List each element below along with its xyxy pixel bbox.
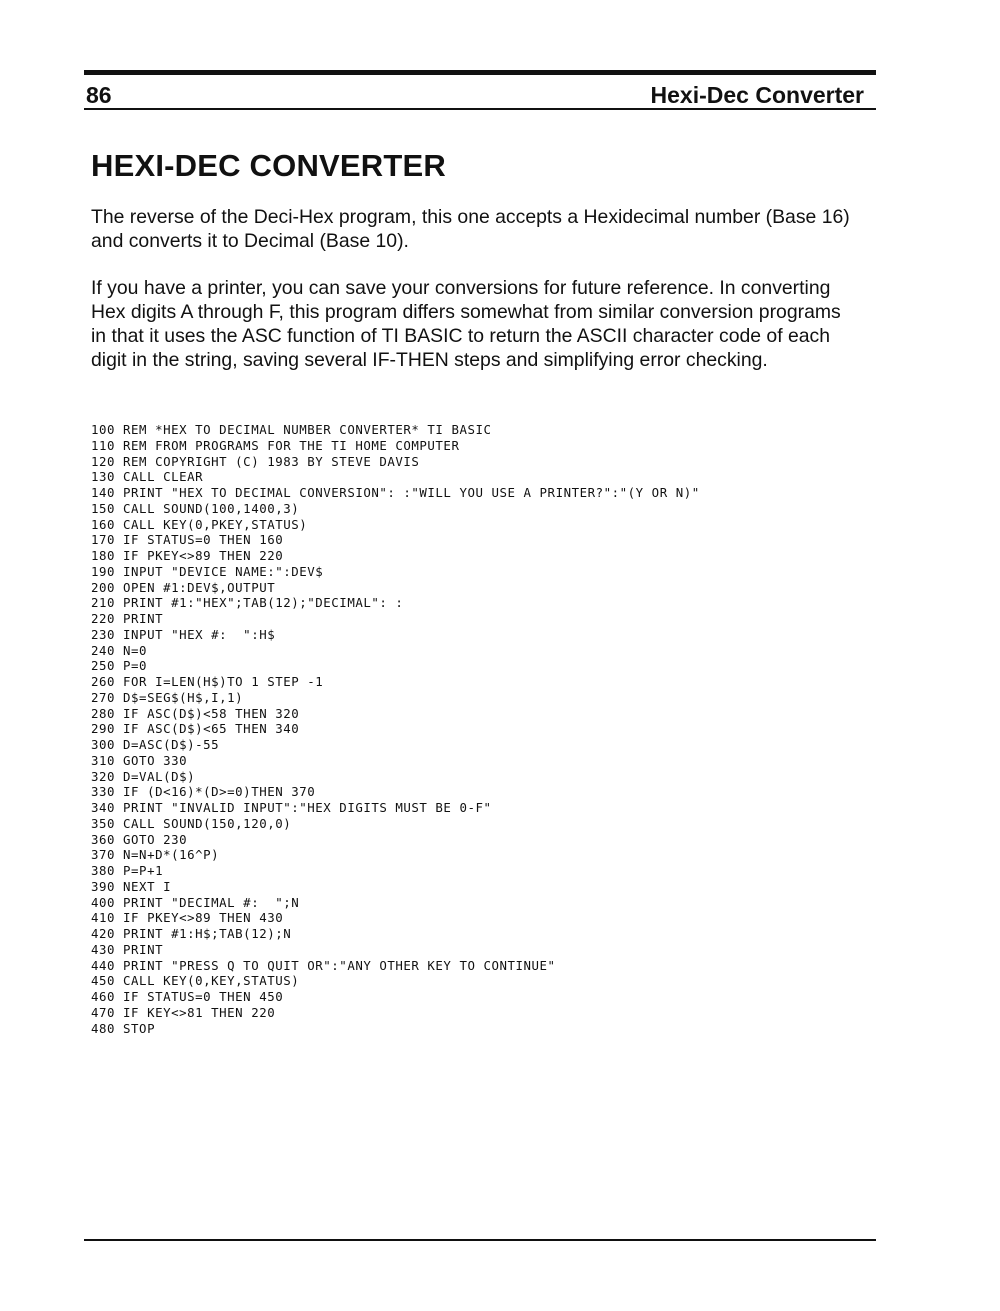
code-line: 300 D=ASC(D$)-55 bbox=[91, 737, 220, 752]
code-line: 130 CALL CLEAR bbox=[91, 469, 204, 485]
code-line: 430 PRINT bbox=[91, 941, 164, 957]
code-line: 360 GOTO 230 bbox=[91, 831, 188, 847]
code-line: 390 NEXT I bbox=[91, 878, 172, 894]
code-line: 210 PRINT #1:"HEX";TAB(12);"DECIMAL": : bbox=[91, 595, 404, 611]
code-line: 340 PRINT "INVALID INPUT":"HEX DIGITS MUST BE 0-F" bbox=[91, 800, 492, 815]
code-line: 200 OPEN #1:DEV$,OUTPUT bbox=[91, 579, 276, 595]
header-top-rule bbox=[84, 70, 876, 75]
code-line: 410 IF PKEY<>89 THEN 430 bbox=[91, 910, 284, 926]
code-line: 290 IF ASC(D$)<65 THEN 340 bbox=[91, 721, 300, 737]
code-line: 440 PRINT "PRESS Q TO QUIT OR":"ANY OTHER KEY TO CONTINUE" bbox=[91, 957, 556, 973]
code-line: 260 FOR I=LEN(H$)TO 1 STEP -1 bbox=[91, 674, 324, 689]
code-line: 150 CALL SOUND(100,1400,3) bbox=[91, 500, 300, 516]
basic-program-listing bbox=[91, 422, 881, 1036]
code-line: 180 IF PKEY<>89 THEN 220 bbox=[91, 548, 284, 563]
header-bottom-rule bbox=[84, 108, 876, 110]
code-line: 170 IF STATUS=0 THEN 160 bbox=[91, 532, 284, 548]
code-line: 480 STOP bbox=[91, 1020, 156, 1036]
code-line: 400 PRINT "DECIMAL #: ";N bbox=[91, 894, 300, 910]
code-line: 330 IF (D<16)*(D>=0)THEN 370 bbox=[91, 784, 316, 800]
code-line: 160 CALL KEY(0,PKEY,STATUS) bbox=[91, 516, 308, 532]
code-line: 370 N=N+D*(16^P) bbox=[91, 847, 220, 863]
code-line: 120 REM COPYRIGHT (C) 1983 BY STEVE DAVIS bbox=[91, 453, 420, 469]
page-number: 86 bbox=[86, 82, 112, 108]
section-title: HEXI-DEC CONVERTER bbox=[91, 148, 446, 183]
code-line: 110 REM FROM PROGRAMS FOR THE TI HOME COMPUTER bbox=[91, 437, 460, 453]
code-line: 420 PRINT #1:H$;TAB(12);N bbox=[91, 926, 292, 941]
code-line: 350 CALL SOUND(150,120,0) bbox=[91, 815, 292, 831]
code-line: 240 N=0 bbox=[91, 642, 148, 658]
code-line: 250 P=0 bbox=[91, 658, 148, 674]
description-paragraph: If you have a printer, you can save your conversions for future reference. In converting Hex digits A through F, this program differs somewhat from similar conversion programs in that it uses the ASC function of TI BASIC to return the ASCII character code of each digit in the string, saving several IF-THEN steps and simplifying error checking. bbox=[91, 277, 841, 371]
code-line: 380 P=P+1 bbox=[91, 863, 164, 878]
running-title: Hexi-Dec Converter bbox=[650, 82, 864, 108]
intro-paragraph: The reverse of the Deci-Hex program, this one accepts a Hexidecimal number (Base 16) and converts it to Decimal (Base 10). bbox=[91, 206, 850, 252]
code-line: 190 INPUT "DEVICE NAME:":DEV$ bbox=[91, 563, 324, 579]
code-line: 320 D=VAL(D$) bbox=[91, 768, 196, 784]
code-line: 270 D$=SEG$(H$,I,1) bbox=[91, 689, 244, 705]
running-header bbox=[84, 80, 876, 110]
code-line: 140 PRINT "HEX TO DECIMAL CONVERSION": :"WILL YOU USE A PRINTER?":"(Y OR N)" bbox=[91, 485, 700, 500]
code-line: 470 IF KEY<>81 THEN 220 bbox=[91, 1004, 276, 1020]
footer-rule bbox=[84, 1239, 876, 1241]
code-line: 450 CALL KEY(0,KEY,STATUS) bbox=[91, 973, 300, 989]
code-line: 280 IF ASC(D$)<58 THEN 320 bbox=[91, 705, 300, 721]
code-line: 460 IF STATUS=0 THEN 450 bbox=[91, 989, 284, 1004]
code-line: 100 REM *HEX TO DECIMAL NUMBER CONVERTER* TI BASIC bbox=[91, 422, 492, 437]
code-line: 310 GOTO 330 bbox=[91, 752, 188, 768]
code-line: 220 PRINT bbox=[91, 611, 164, 626]
code-line: 230 INPUT "HEX #: ":H$ bbox=[91, 626, 276, 642]
